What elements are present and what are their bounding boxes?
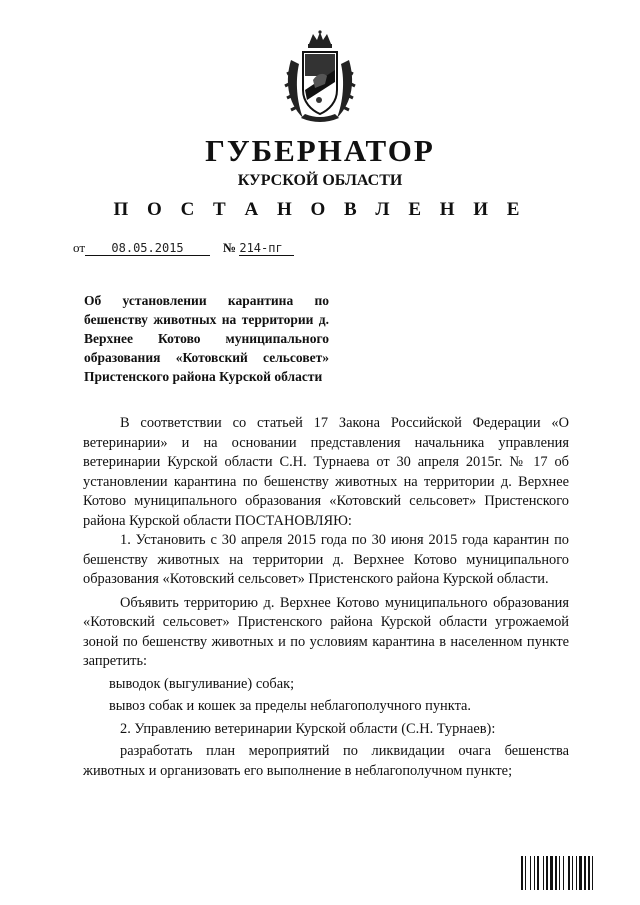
body-paragraph: вывоз собак и кошек за пределы неблагополучного пункта. (109, 698, 472, 714)
coat-of-arms-icon (283, 30, 357, 126)
body-paragraph: разработать план мероприятий по ликвидации очага бешенства животных и организовать его выполнение в неблагополучном пункте; (83, 743, 569, 779)
date-prefix-label: от (73, 240, 86, 255)
document-date: 08.05.2015 (85, 241, 210, 256)
body-paragraph: В соответствии со статьей 17 Закона Российской Федерации «О ветеринарии» и на основании представления начальника управления ветеринарии Курской области С.Н. Турнаева от 30 апреля 2015г. № 17 об установлении карантина по бешенству животных на территории д. Верхнее Котово муниципального образования «Котовский сельсовет» Пристенского района Курской области ПОСТАНОВЛЯЮ: (83, 415, 569, 529)
body-paragraph: 2. Управлению ветеринарии Курской области (С.Н. Турнаев): (120, 720, 496, 737)
body-paragraph: 1. Установить с 30 апреля 2015 года по 30 июня 2015 года карантин по бешенству животных на территории д. Верхнее Котово муниципального образования «Котовский сельсовет» Пристенского района Курской области. (83, 532, 569, 587)
document-number: 214-пг (239, 241, 294, 256)
body-paragraph: Объявить территорию д. Верхнее Котово муниципального образования «Котовский сельсовет» Пристенского района Курской области угрожаемой зоной по бешенству животных и по условиям карантина в населенном пункте запретить: (83, 594, 569, 669)
document-region: КУРСКОЙ ОБЛАСТИ (237, 172, 403, 189)
document-body (83, 414, 569, 781)
barcode-icon (521, 856, 611, 890)
document-authority-title: ГУБЕРНАТОР (205, 133, 435, 168)
registration-line (73, 240, 294, 256)
document-type: П О С Т А Н О В Л Е Н И Е (113, 199, 527, 220)
number-label: № (223, 240, 237, 255)
body-paragraph: выводок (выгуливание) собак; (109, 675, 295, 692)
document-subject: Об установлении карантина по бешенству животных на территории д. Верхнее Котово муниципального образования «Котовский сельсовет» Пристенского района Курской области (84, 293, 329, 384)
